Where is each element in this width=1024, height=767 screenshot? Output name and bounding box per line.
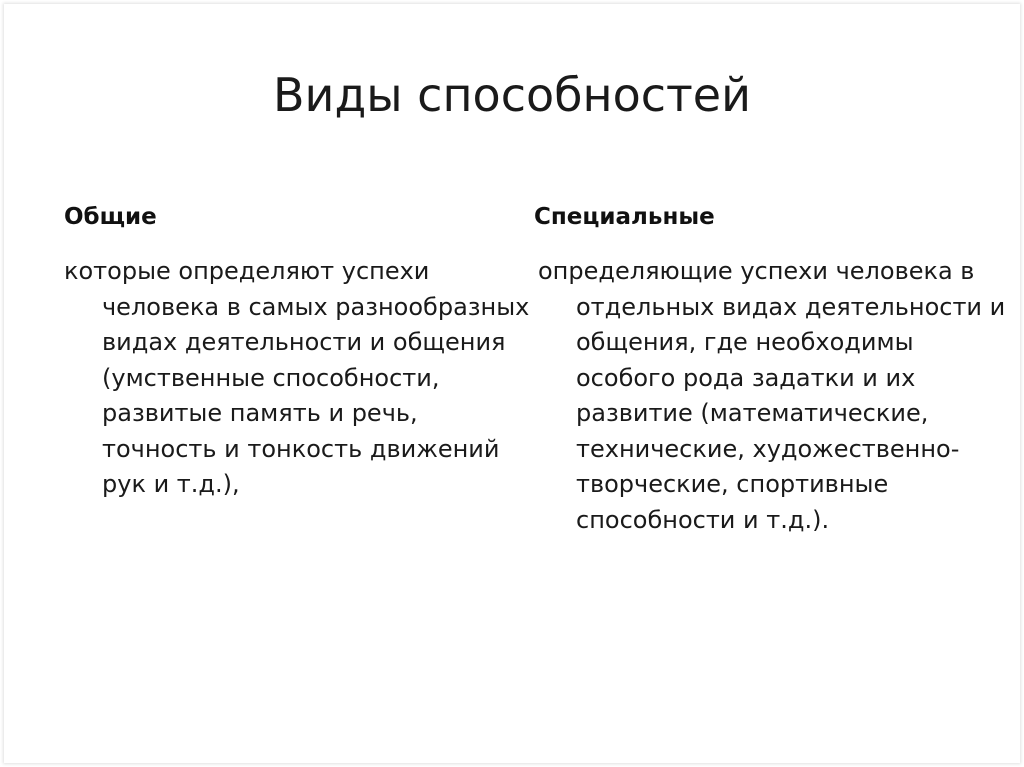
general-abilities-heading: Общие xyxy=(64,204,157,230)
special-abilities-text: определяющие успехи человека в отдельных видах деятельности и общения, где необходимы особого рода задатки и их развитие (математические, технические, художественно-творческие, спортивные способности и т.д.). xyxy=(538,257,1006,534)
slide-title: Виды способностей xyxy=(272,68,751,122)
general-abilities-text: которые определяют успехи человека в самых разнообразных видах деятельности и общения (умственные способности, развитые память и речь, точность и тонкость движений рук и т.д.), xyxy=(64,257,530,498)
slide xyxy=(4,4,1020,763)
special-abilities-heading: Специальные xyxy=(534,204,715,230)
